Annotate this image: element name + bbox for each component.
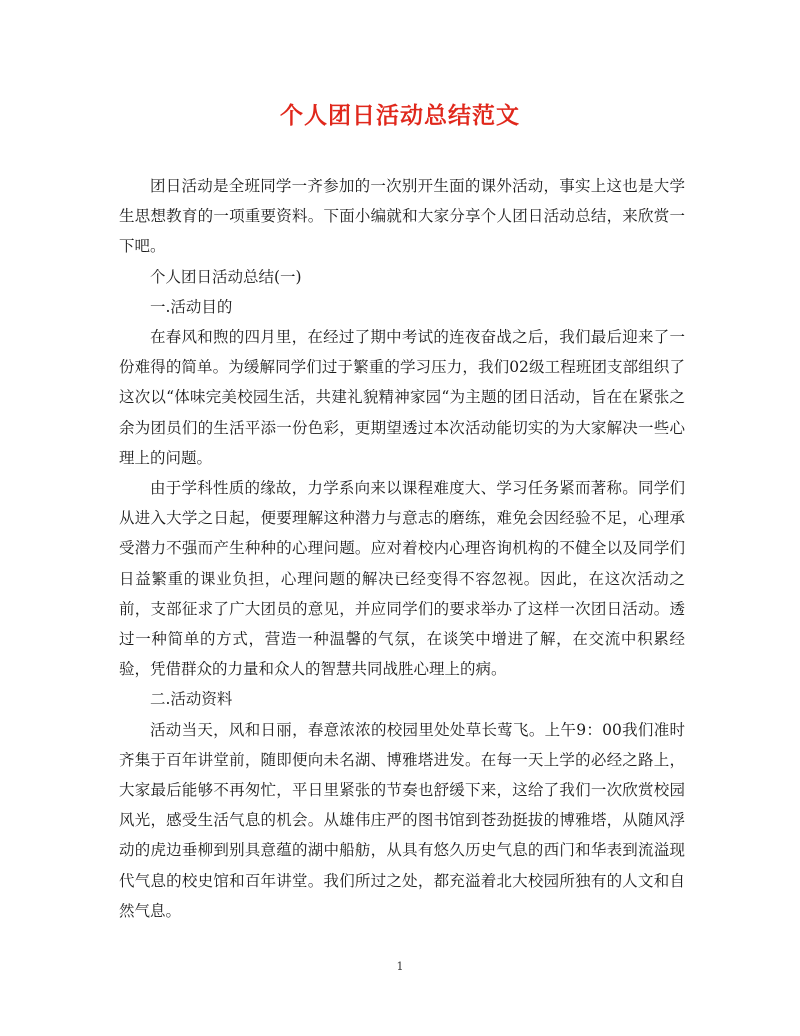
paragraph-materials-1: 活动当天，风和日丽，春意浓浓的校园里处处草长莺飞。上午9：00我们准时齐集于百年讲堂前，随即便向未名湖、博雅塔进发。在每一天上学的必经之路上，大家最后能够不再匆忙，平日里紧张的节奏也舒缓下来，这给了我们一次欣赏校园风光，感受生活气息的机会。从雄伟庄严的图书馆到苍劲挺拔的博雅塔，从随风浮动的虎边垂柳到别具意蕴的湖中船舫，从具有悠久历史气息的西门和华表到流溢现代气息的校史馆和百年讲堂。我们所过之处，都充溢着北大校园所独有的人文和自然气息。: [119, 720, 685, 920]
document-body: [119, 171, 685, 926]
section-heading-purpose: 一.活动目的: [150, 297, 233, 316]
paragraph-purpose-1: 在春风和煦的四月里，在经过了期中考试的连夜奋战之后，我们最后迎来了一份难得的简单。为缓解同学们过于繁重的学习压力，我们02级工程班团支部组织了这次以“体味完美校园生活，共建礼貌精神家园“为主题的团日活动，旨在在紧张之余为团员们的生活平添一份色彩，更期望透过本次活动能切实的为大家解决一些心理上的问题。: [119, 328, 685, 467]
paragraph-purpose-2: 由于学科性质的缘故，力学系向来以课程难度大、学习任务紧而著称。同学们从进入大学之日起，便要理解这种潜力与意志的磨练，难免会因经验不足，心理承受潜力不强而产生种种的心理问题。应对着校内心理咨询机构的不健全以及同学们日益繁重的课业负担，心理问题的解决已经变得不容忽视。因此，在这次活动之前，支部征求了广大团员的意见，并应同学们的要求举办了这样一次团日活动。透过一种简单的方式，营造一种温馨的气氛，在谈笑中增进了解，在交流中积累经验，凭借群众的力量和众人的智慧共同战胜心理上的病。: [119, 479, 685, 679]
section-heading-materials: 二.活动资料: [150, 690, 233, 709]
section-heading-summary-one: 个人团日活动总结(一): [150, 267, 302, 286]
document-title: 个人团日活动总结范文: [280, 102, 520, 129]
paragraph-intro: 团日活动是全班同学一齐参加的一次别开生面的课外活动，事实上这也是大学生思想教育的一项重要资料。下面小编就和大家分享个人团日活动总结，来欣赏一下吧。: [119, 177, 685, 256]
page-number: 1: [396, 960, 404, 973]
